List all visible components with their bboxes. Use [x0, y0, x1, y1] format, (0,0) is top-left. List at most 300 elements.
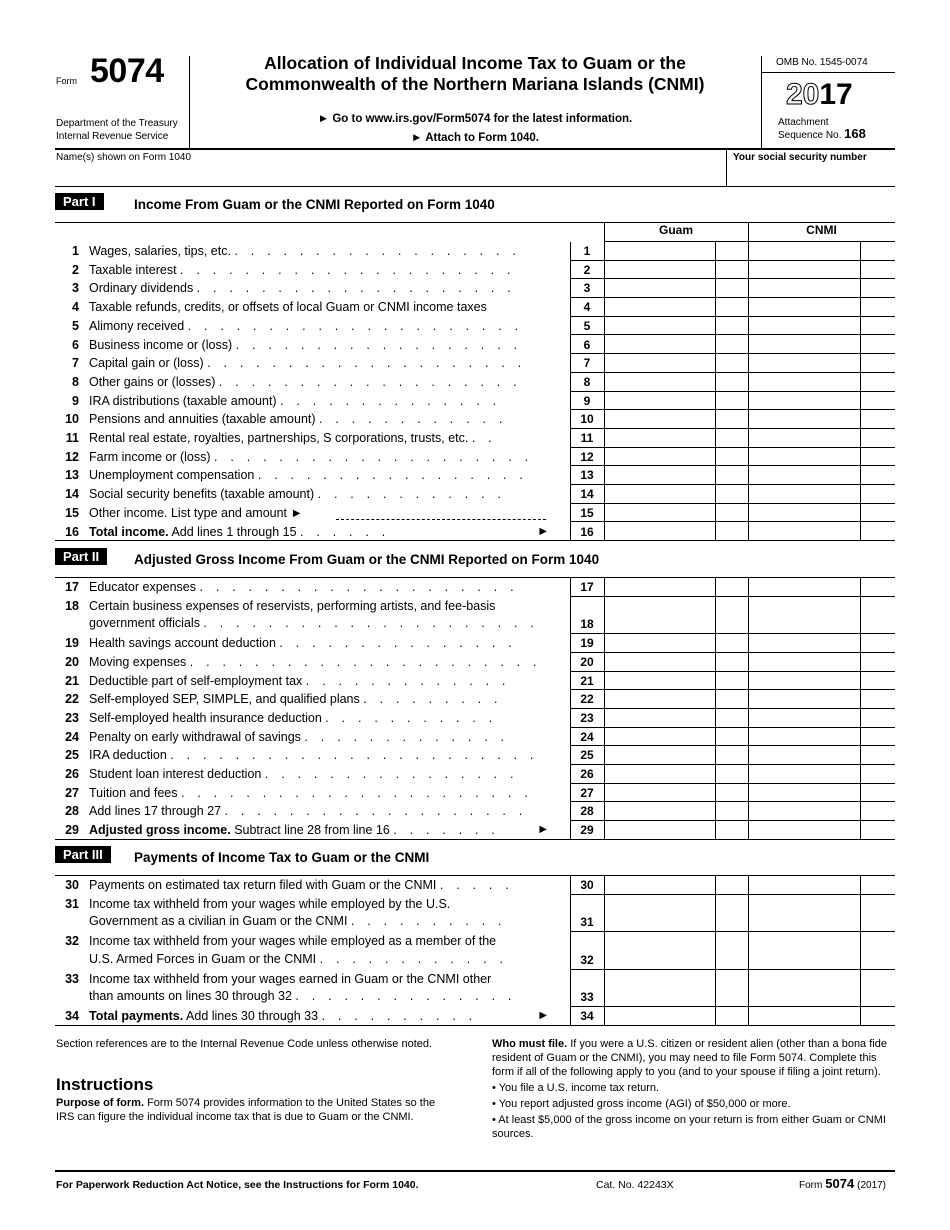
guam-amount-input-22[interactable] — [605, 690, 715, 708]
column-header-cnmi: CNMI — [806, 223, 837, 237]
other-income-entry-line[interactable] — [336, 519, 546, 520]
cnmi-amount-input-14[interactable] — [749, 485, 860, 503]
line-description — [89, 579, 567, 596]
leader-dots: . . . . . . — [300, 524, 390, 539]
cnmi-amount-input-2[interactable] — [749, 261, 860, 279]
cnmi-cents-input-21[interactable] — [861, 672, 895, 690]
line-text: Penalty on early withdrawal of savings — [89, 729, 301, 744]
guam-amount-input-3[interactable] — [605, 279, 715, 297]
line-number: 33 — [65, 971, 79, 986]
cnmi-cents-input-22[interactable] — [861, 690, 895, 708]
leader-dots: . . . . . . . . . . . . . . . . . . . . — [214, 449, 533, 464]
sequence-label: Sequence No. — [778, 130, 842, 141]
line-description — [89, 710, 567, 727]
guam-cents-input-33[interactable] — [716, 970, 748, 1006]
line-text: Social security benefits (taxable amount) — [89, 487, 315, 502]
who-text: If you were a U.S. citizen or resident alien (other than a bona fide resident of Guam or the CNMI), you may need to file Form 5074. Complete this form if all of the following apply to you (and to your spouse if filing a joint return). — [492, 1038, 887, 1078]
cnmi-amount-input-23[interactable] — [749, 709, 860, 727]
line-text: Add lines 17 through 27 — [89, 804, 222, 819]
purpose-paragraph — [56, 1096, 456, 1124]
guam-cents-input-32[interactable] — [716, 932, 748, 968]
cnmi-amount-input-34[interactable] — [749, 1007, 860, 1025]
line-description — [89, 729, 567, 746]
line-description — [89, 299, 567, 316]
cnmi-cents-input-1[interactable] — [861, 242, 895, 260]
line-bold-label: Total income. — [89, 524, 169, 539]
line-number: 18 — [65, 598, 79, 613]
cnmi-amount-input-15[interactable] — [749, 504, 860, 522]
leader-dots: . . . . . . . . . . . . . . — [295, 989, 517, 1004]
line-number: 31 — [65, 896, 79, 911]
line-description — [89, 449, 567, 466]
guam-amount-input-4[interactable] — [605, 298, 715, 316]
line-box-number: 2 — [583, 262, 591, 277]
guam-cents-input-29[interactable] — [716, 821, 748, 839]
cnmi-amount-input-7[interactable] — [749, 354, 860, 372]
line-text: IRA distributions (taxable amount) — [89, 393, 277, 408]
cnmi-amount-input-20[interactable] — [749, 653, 860, 671]
line-description — [89, 337, 567, 354]
guam-cents-input-21[interactable] — [716, 672, 748, 690]
line-description — [89, 243, 567, 260]
cnmi-cents-input-31[interactable] — [861, 895, 895, 931]
line-description — [89, 486, 567, 503]
form-title — [190, 53, 760, 95]
guam-amount-input-25[interactable] — [605, 746, 715, 764]
guam-cents-input-5[interactable] — [716, 317, 748, 335]
line-description — [89, 467, 567, 484]
line-description-cont — [89, 913, 567, 930]
leader-dots: . . . . . . . . . . . . . . . . . — [257, 468, 528, 483]
line-box-number: 33 — [580, 990, 594, 1005]
goto-text: ► Go to www.irs.gov/Form5074 for the latest information. — [317, 113, 633, 125]
guam-cents-input-7[interactable] — [716, 354, 748, 372]
cnmi-amount-input-1[interactable] — [749, 242, 860, 260]
line-box-number: 23 — [580, 710, 594, 725]
cnmi-cents-input-6[interactable] — [861, 336, 895, 354]
cnmi-cents-input-24[interactable] — [861, 728, 895, 746]
line-text-cont: government officials — [89, 616, 200, 631]
part-1-grid-line-3 — [748, 242, 749, 541]
line-number: 8 — [72, 374, 79, 389]
paperwork-notice: For Paperwork Reduction Act Notice, see the Instructions for Form 1040. — [56, 1179, 419, 1191]
cnmi-amount-input-9[interactable] — [749, 392, 860, 410]
line-description — [89, 822, 567, 839]
line-number: 28 — [65, 804, 79, 819]
cnmi-cents-input-33[interactable] — [861, 970, 895, 1006]
cnmi-amount-input-26[interactable] — [749, 765, 860, 783]
guam-amount-input-7[interactable] — [605, 354, 715, 372]
cnmi-amount-input-24[interactable] — [749, 728, 860, 746]
line-description — [89, 654, 567, 671]
guam-cents-input-2[interactable] — [716, 261, 748, 279]
part-2-grid-line-2 — [715, 578, 716, 840]
cnmi-cents-input-5[interactable] — [861, 317, 895, 335]
line-text: Taxable interest — [89, 262, 177, 277]
line-box-number: 5 — [583, 318, 591, 333]
line-text: IRA deduction — [89, 748, 167, 763]
guam-cents-input-18[interactable] — [716, 597, 748, 633]
line-description — [89, 411, 567, 428]
line-number: 24 — [65, 729, 79, 744]
section-references: Section references are to the Internal Revenue Code unless otherwise noted. — [56, 1038, 433, 1050]
leader-dots: . . . . . . . — [393, 823, 500, 838]
bullet-2: • You report adjusted gross income (AGI) of $50,000 or more. — [492, 1098, 791, 1110]
guam-amount-input-20[interactable] — [605, 653, 715, 671]
line-number: 14 — [65, 487, 79, 502]
omb-number: OMB No. 1545-0074 — [776, 57, 868, 68]
line-number: 2 — [72, 262, 79, 277]
guam-amount-input-19[interactable] — [605, 634, 715, 652]
cnmi-cents-input-12[interactable] — [861, 448, 895, 466]
leader-dots: . . . . . . . . . . . . . . . . . . . . . — [203, 616, 539, 631]
line-box-number: 8 — [583, 374, 591, 389]
cnmi-amount-input-11[interactable] — [749, 429, 860, 447]
cnmi-amount-input-32[interactable] — [749, 932, 860, 968]
part-2-grid-line-4 — [860, 578, 861, 840]
guam-amount-input-8[interactable] — [605, 373, 715, 391]
cnmi-amount-input-10[interactable] — [749, 410, 860, 428]
cnmi-cents-input-27[interactable] — [861, 784, 895, 802]
line-box-number: 3 — [583, 281, 591, 296]
leader-dots: . . . . . . . . . . . . — [319, 951, 508, 966]
cnmi-amount-input-19[interactable] — [749, 634, 860, 652]
guam-amount-input-11[interactable] — [605, 429, 715, 447]
cnmi-amount-input-13[interactable] — [749, 466, 860, 484]
arrow-icon: ► — [537, 1007, 550, 1022]
cnmi-amount-input-31[interactable] — [749, 895, 860, 931]
cnmi-cents-input-2[interactable] — [861, 261, 895, 279]
guam-cents-input-6[interactable] — [716, 336, 748, 354]
guam-amount-input-26[interactable] — [605, 765, 715, 783]
line-text: Rental real estate, royalties, partnerships, S corporations, trusts, etc. — [89, 431, 469, 445]
dept-line-1: Department of the Treasury — [56, 118, 178, 129]
sequence-number: 168 — [844, 126, 866, 141]
who-must-file — [492, 1037, 895, 1141]
line-description — [89, 430, 567, 447]
line-bold-label: Adjusted gross income. — [89, 823, 231, 838]
leader-dots: . . . . . . . . . . . . . . . . . . . . — [196, 281, 516, 296]
leader-dots: . . . . . . . . . . . . . — [305, 673, 511, 688]
attach-text: ► Attach to Form 1040. — [411, 132, 539, 144]
line-number: 26 — [65, 767, 79, 781]
line-text: Self-employed health insurance deduction — [89, 710, 322, 725]
year-solid: 17 — [819, 78, 853, 111]
guam-cents-input-3[interactable] — [716, 279, 748, 297]
leader-dots: . . . . . . . . . . . . . . — [280, 393, 501, 408]
part-3-grid-line-0 — [570, 876, 571, 1026]
dept-line-2: Internal Revenue Service — [56, 131, 169, 142]
guam-cents-input-23[interactable] — [716, 709, 748, 727]
cnmi-cents-input-18[interactable] — [861, 597, 895, 633]
line-text: Taxable refunds, credits, or offsets of local Guam or CNMI income taxes — [89, 300, 487, 315]
line-text: Payments on estimated tax return filed with Guam or the CNMI — [89, 878, 437, 892]
cnmi-amount-input-3[interactable] — [749, 279, 860, 297]
guam-amount-input-18[interactable] — [605, 597, 715, 633]
line-number: 23 — [65, 710, 79, 725]
part-1-grid-line-0 — [570, 242, 571, 541]
cnmi-cents-input-9[interactable] — [861, 392, 895, 410]
guam-cents-input-13[interactable] — [716, 466, 748, 484]
footer-year: (2017) — [857, 1180, 887, 1191]
line-box-number: 21 — [580, 673, 594, 688]
leader-dots: . . . . . . . . . . . . . . . . . . . . . . — [189, 654, 542, 669]
guam-amount-input-32[interactable] — [605, 932, 715, 968]
guam-amount-input-34[interactable] — [605, 1007, 715, 1025]
colhead-divider-a — [604, 222, 605, 241]
line-box-number: 34 — [580, 1008, 594, 1023]
guam-amount-input-12[interactable] — [605, 448, 715, 466]
part-3-badge: Part III — [55, 846, 111, 863]
guam-amount-input-30[interactable] — [605, 876, 715, 894]
cnmi-amount-input-16[interactable] — [749, 523, 860, 541]
guam-amount-input-23[interactable] — [605, 709, 715, 727]
line-text: Alimony received — [89, 318, 185, 333]
line-description — [89, 877, 567, 894]
guam-amount-input-33[interactable] — [605, 970, 715, 1006]
department — [56, 117, 178, 143]
cnmi-amount-input-5[interactable] — [749, 317, 860, 335]
attachment-sequence — [778, 117, 866, 141]
line-box-number: 27 — [580, 785, 594, 800]
guam-cents-input-34[interactable] — [716, 1007, 748, 1025]
line-text: Wages, salaries, tips, etc. — [89, 244, 231, 258]
cnmi-cents-input-20[interactable] — [861, 653, 895, 671]
part-3-grid-line-1 — [604, 876, 605, 1026]
line-text: Farm income or (loss) — [89, 449, 211, 464]
line-box-number: 20 — [580, 654, 594, 669]
line-number: 5 — [72, 318, 79, 333]
cnmi-amount-input-8[interactable] — [749, 373, 860, 391]
ssn-field[interactable] — [730, 166, 894, 186]
cnmi-amount-input-17[interactable] — [749, 578, 860, 596]
title-line-1: Allocation of Individual Income Tax to Guam or the — [264, 53, 686, 73]
line-box-number: 24 — [580, 729, 594, 744]
ssn-divider — [726, 149, 727, 186]
guam-cents-input-8[interactable] — [716, 373, 748, 391]
cnmi-cents-input-8[interactable] — [861, 373, 895, 391]
line-bold-label: Total payments. — [89, 1008, 184, 1023]
guam-cents-input-26[interactable] — [716, 765, 748, 783]
guam-amount-input-10[interactable] — [605, 410, 715, 428]
line-box-number: 29 — [580, 823, 594, 838]
leader-dots: . . . . . . . . . . . . . . . . . . . . . — [187, 318, 523, 333]
leader-dots: . . . . . . . . . . . — [325, 710, 497, 725]
guam-cents-input-4[interactable] — [716, 298, 748, 316]
line-number: 11 — [65, 431, 79, 445]
cnmi-cents-input-10[interactable] — [861, 410, 895, 428]
line-box-number: 25 — [580, 748, 594, 763]
line-text-cont: than amounts on lines 30 through 32 — [89, 989, 292, 1004]
cnmi-amount-input-12[interactable] — [749, 448, 860, 466]
footer-form-number: 5074 — [825, 1176, 855, 1191]
cnmi-amount-input-27[interactable] — [749, 784, 860, 802]
line-description-cont — [89, 951, 567, 968]
line-description — [89, 355, 567, 372]
part-1-title: Income From Guam or the CNMI Reported on Form 1040 — [134, 197, 495, 212]
cnmi-cents-input-26[interactable] — [861, 765, 895, 783]
guam-amount-input-21[interactable] — [605, 672, 715, 690]
cnmi-cents-input-28[interactable] — [861, 802, 895, 820]
title-line-2: Commonwealth of the Northern Mariana Islands (CNMI) — [245, 74, 705, 94]
guam-cents-input-27[interactable] — [716, 784, 748, 802]
guam-amount-input-15[interactable] — [605, 504, 715, 522]
cnmi-amount-input-28[interactable] — [749, 802, 860, 820]
cnmi-cents-input-29[interactable] — [861, 821, 895, 839]
guam-amount-input-14[interactable] — [605, 485, 715, 503]
part-3-bottom-rule — [55, 1025, 895, 1026]
part-2-title: Adjusted Gross Income From Guam or the CNMI Reported on Form 1040 — [134, 552, 600, 567]
line-number: 21 — [65, 673, 79, 688]
leader-dots: . . . . . . . . . — [363, 692, 503, 707]
leader-dots: . . . . . . . . . . . . . . . . . . . — [224, 804, 527, 819]
part-3-grid-line-3 — [748, 876, 749, 1026]
leader-dots: . . . . . . . . . . . . . . . . . . . . . . . — [170, 748, 539, 763]
guam-cents-input-11[interactable] — [716, 429, 748, 447]
name-field[interactable] — [56, 166, 724, 186]
ssn-label: Your social security number — [733, 152, 867, 163]
guam-amount-input-2[interactable] — [605, 261, 715, 279]
cnmi-cents-input-30[interactable] — [861, 876, 895, 894]
cnmi-cents-input-11[interactable] — [861, 429, 895, 447]
cnmi-cents-input-23[interactable] — [861, 709, 895, 727]
header-bottom-rule — [55, 148, 895, 150]
guam-amount-input-1[interactable] — [605, 242, 715, 260]
cnmi-amount-input-6[interactable] — [749, 336, 860, 354]
cnmi-cents-input-19[interactable] — [861, 634, 895, 652]
part-2-grid-line-0 — [570, 578, 571, 840]
cnmi-amount-input-25[interactable] — [749, 746, 860, 764]
line-number: 32 — [65, 934, 79, 949]
guam-amount-input-16[interactable] — [605, 523, 715, 541]
line-box-number: 15 — [580, 505, 594, 520]
guam-amount-input-31[interactable] — [605, 895, 715, 931]
guam-cents-input-22[interactable] — [716, 690, 748, 708]
leader-dots: . . — [471, 431, 497, 445]
cnmi-cents-input-17[interactable] — [861, 578, 895, 596]
guam-cents-input-19[interactable] — [716, 634, 748, 652]
cnmi-cents-input-16[interactable] — [861, 523, 895, 541]
guam-amount-input-5[interactable] — [605, 317, 715, 335]
part-2-grid-line-1 — [604, 578, 605, 840]
guam-cents-input-9[interactable] — [716, 392, 748, 410]
guam-amount-input-9[interactable] — [605, 392, 715, 410]
line-description-cont — [89, 988, 567, 1005]
instructions-links — [190, 110, 760, 148]
cnmi-cents-input-25[interactable] — [861, 746, 895, 764]
guam-amount-input-6[interactable] — [605, 336, 715, 354]
line-text: Income tax withheld from your wages while employed as a member of the — [89, 934, 497, 949]
guam-amount-input-29[interactable] — [605, 821, 715, 839]
line-description — [89, 524, 567, 541]
cnmi-cents-input-7[interactable] — [861, 354, 895, 372]
part-1-badge: Part I — [55, 193, 104, 210]
leader-dots: . . . . . . . . . . . . . . . . . . — [234, 244, 521, 258]
line-description — [89, 318, 567, 335]
guam-cents-input-10[interactable] — [716, 410, 748, 428]
line-box-number: 6 — [583, 337, 591, 352]
guam-cents-input-1[interactable] — [716, 242, 748, 260]
cnmi-cents-input-32[interactable] — [861, 932, 895, 968]
arrow-icon: ► — [537, 523, 550, 538]
guam-cents-input-24[interactable] — [716, 728, 748, 746]
line-number: 12 — [65, 449, 79, 464]
guam-cents-input-12[interactable] — [716, 448, 748, 466]
cnmi-cents-input-14[interactable] — [861, 485, 895, 503]
leader-dots: . . . . . . . . . . . . . . . . . . . — [218, 374, 522, 389]
leader-dots: . . . . . . . . . . — [350, 914, 507, 929]
guam-cents-input-16[interactable] — [716, 523, 748, 541]
part-1-grid-line-4 — [860, 242, 861, 541]
guam-amount-input-24[interactable] — [605, 728, 715, 746]
line-text: Ordinary dividends — [89, 281, 194, 296]
header-divider-right — [761, 56, 762, 148]
line-description — [89, 1008, 567, 1025]
part-2-bottom-rule — [55, 839, 895, 840]
line-box-number: 19 — [580, 636, 594, 651]
leader-dots: . . . . . . . . . . . . . . . . . . . . — [199, 580, 519, 594]
guam-cents-input-30[interactable] — [716, 876, 748, 894]
form-number: 5074 — [90, 52, 164, 90]
tax-year — [786, 78, 853, 112]
cnmi-amount-input-33[interactable] — [749, 970, 860, 1006]
cnmi-cents-input-13[interactable] — [861, 466, 895, 484]
guam-cents-input-20[interactable] — [716, 653, 748, 671]
cnmi-amount-input-4[interactable] — [749, 298, 860, 316]
footer-form-id — [799, 1176, 886, 1191]
guam-cents-input-14[interactable] — [716, 485, 748, 503]
guam-cents-input-31[interactable] — [716, 895, 748, 931]
line-number: 17 — [65, 580, 79, 594]
line-number: 16 — [65, 524, 79, 539]
line-text-cont: U.S. Armed Forces in Guam or the CNMI — [89, 951, 317, 966]
line-number: 6 — [72, 337, 79, 352]
cnmi-cents-input-4[interactable] — [861, 298, 895, 316]
line-description — [89, 933, 567, 950]
cnmi-amount-input-30[interactable] — [749, 876, 860, 894]
line-number: 9 — [72, 393, 79, 408]
leader-dots: . . . . . . . . . . . . . — [304, 729, 509, 744]
year-outline: 20 — [786, 78, 820, 111]
guam-cents-input-17[interactable] — [716, 578, 748, 596]
line-text: Student loan interest deduction — [89, 767, 262, 781]
line-description — [89, 280, 567, 297]
guam-amount-input-17[interactable] — [605, 578, 715, 596]
line-box-number: 7 — [583, 356, 591, 371]
guam-cents-input-25[interactable] — [716, 746, 748, 764]
leader-dots: . . . . . . . . . . . . . . . — [279, 636, 517, 651]
line-description — [89, 393, 567, 410]
guam-cents-input-28[interactable] — [716, 802, 748, 820]
line-description — [89, 785, 567, 802]
guam-amount-input-27[interactable] — [605, 784, 715, 802]
arrow-icon: ► — [537, 822, 550, 837]
cnmi-amount-input-29[interactable] — [749, 821, 860, 839]
guam-amount-input-28[interactable] — [605, 802, 715, 820]
cnmi-amount-input-18[interactable] — [749, 597, 860, 633]
guam-amount-input-13[interactable] — [605, 466, 715, 484]
guam-cents-input-15[interactable] — [716, 504, 748, 522]
cnmi-cents-input-34[interactable] — [861, 1007, 895, 1025]
cnmi-amount-input-22[interactable] — [749, 690, 860, 708]
line-box-number: 9 — [583, 393, 591, 408]
footer-rule — [55, 1170, 895, 1172]
cnmi-cents-input-3[interactable] — [861, 279, 895, 297]
cnmi-amount-input-21[interactable] — [749, 672, 860, 690]
name-row-bottom-rule — [55, 186, 895, 187]
cnmi-cents-input-15[interactable] — [861, 504, 895, 522]
line-number: 34 — [65, 1008, 79, 1023]
